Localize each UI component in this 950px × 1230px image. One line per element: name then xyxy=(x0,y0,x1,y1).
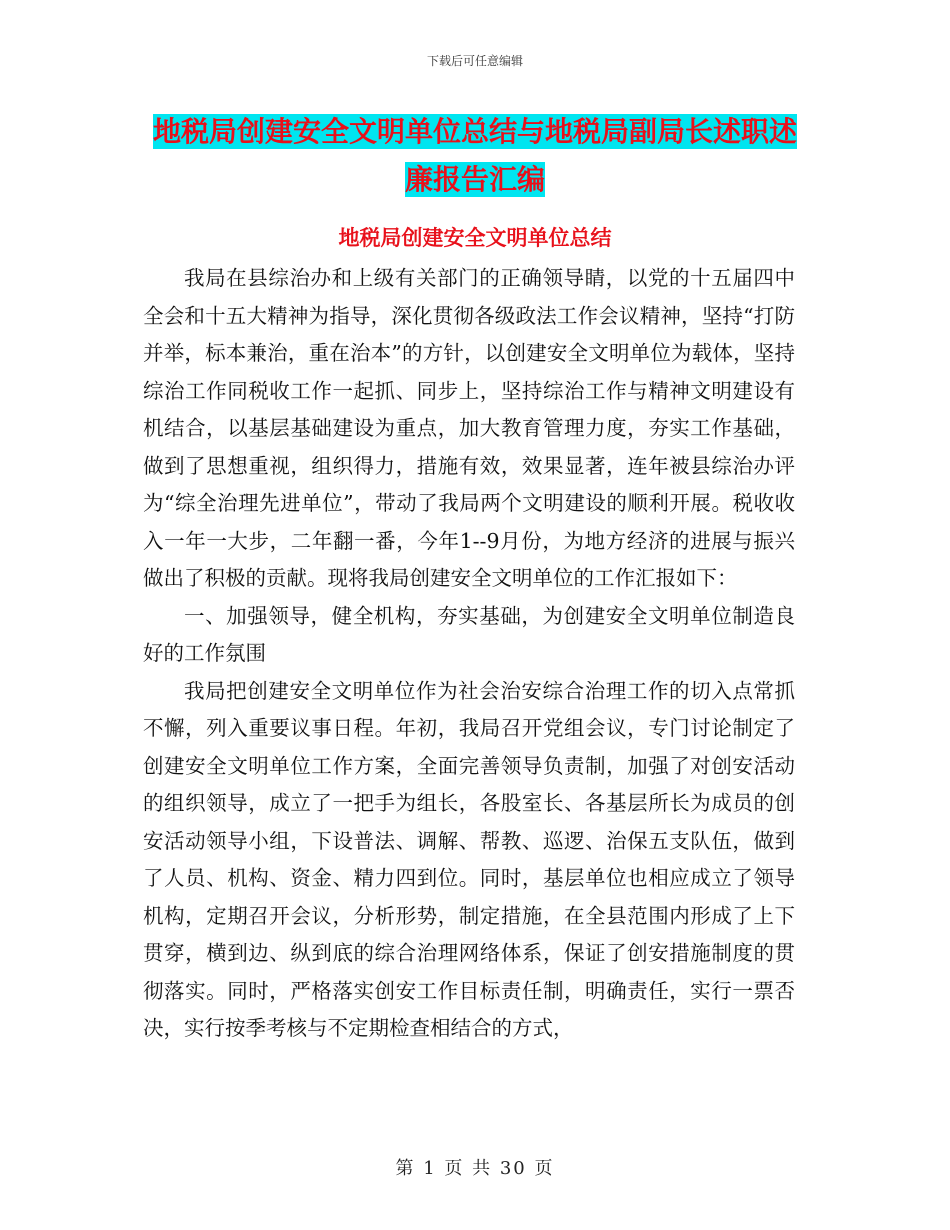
page-footer: 第 1 页 共 30 页 xyxy=(395,1158,555,1179)
document-body xyxy=(143,260,795,1048)
title-line-2: 廉报告汇编 xyxy=(404,163,545,196)
paragraph-heading: 一、加强领导，健全机构，夯实基础，为创建安全文明单位制造良好的工作氛围 xyxy=(143,603,795,665)
section-title: 地税局创建安全文明单位总结 xyxy=(338,225,612,250)
header-note: 下载后可任意编辑 xyxy=(426,54,523,68)
paragraph: 我局在县综治办和上级有关部门的正确领导睛，以党的十五届四中全会和十五大精神为指导，深化贯彻各级政法工作会议精神，坚持“打防并举，标本兼治，重在治本”的方针，以创建安全文明单位为载体，坚持综治工作同税收工作一起抓、同步上，坚持综治工作与精神文明建设有机结合，以基层基础建设为重点，加大教育管理力度，夯实工作基础，做到了思想重视，组织得力，措施有效，效果显著，连年被县综治办评为“综全治理先进单位”，带动了我局两个文明建设的顺利开展。税收收入一年一大步，二年翻一番，今年1--9月份，为地方经济的进展与振兴做出了积极的贡献。现将我局创建安全文明单位的工作汇报如下： xyxy=(143,266,795,590)
paragraph: 我局把创建安全文明单位作为社会治安综合治理工作的切入点常抓不懈，列入重要议事日程。年初，我局召开党组会议，专门讨论制定了创建安全文明单位工作方案，全面完善领导负责制，加强了对创安活动的组织领导，成立了一把手为组长，各股室长、各基层所长为成员的创安活动领导小组，下设普法、调解、帮教、巡逻、治保五支队伍，做到了人员、机构、资金、精力四到位。同时，基层单位也相应成立了领导机构，定期召开会议，分析形势，制定措施，在全县范围内形成了上下贯穿，横到边、纵到底的综合治理网络体系，保证了创安措施制度的贯彻落实。同时，严格落实创安工作目标责任制，明确责任，实行一票否决，实行按季考核与不定期检查相结合的方式， xyxy=(143,678,795,1040)
title-line-1: 地税局创建安全文明单位总结与地税局副局长述职述 xyxy=(152,115,797,148)
document-title xyxy=(140,108,810,204)
